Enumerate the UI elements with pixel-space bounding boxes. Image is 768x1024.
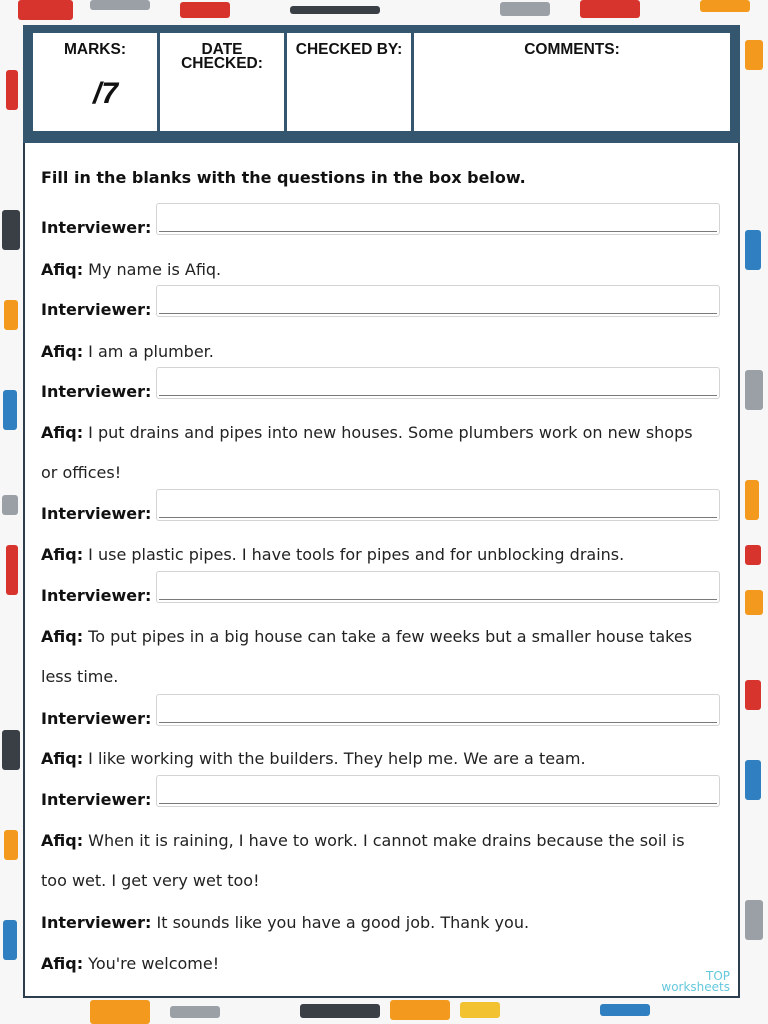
speaker-label: Afiq: [41, 627, 84, 646]
speaker-label: Interviewer: [41, 504, 152, 523]
speaker-label: Interviewer: [41, 218, 152, 237]
answer-blank[interactable] [156, 775, 720, 807]
speaker-label: Interviewer: [41, 709, 152, 728]
speaker-label: Interviewer: [41, 790, 152, 809]
drill-icon [2, 210, 20, 250]
screwdriver-icon [3, 920, 17, 960]
marks-cell [33, 33, 157, 131]
wrench-icon [18, 0, 73, 20]
checked-by-cell [287, 33, 411, 131]
interviewer-line [41, 382, 151, 401]
tape-measure-icon [745, 40, 763, 70]
dialogue-text: I put drains and pipes into new houses. Some plumbers work on new shops [83, 423, 693, 442]
dialogue-continuation: too wet. I get very wet too! [41, 871, 260, 890]
comments-label: COMMENTS: [524, 41, 620, 58]
afiq-line [41, 545, 624, 564]
spanner-icon [170, 1006, 220, 1018]
pliers-icon [2, 495, 18, 515]
tool-belt-icon [390, 1000, 450, 1020]
screwdriver-icon [90, 0, 150, 10]
dialogue-text: My name is Afiq. [83, 260, 222, 279]
date-checked-label [160, 33, 284, 71]
hard-hat-icon [90, 1000, 150, 1024]
speaker-label: Afiq: [41, 342, 84, 361]
hammer-icon [745, 480, 759, 520]
speaker-label: Interviewer: [41, 382, 152, 401]
afiq-line [41, 342, 214, 361]
saw-icon [290, 6, 380, 14]
clamp-icon [6, 545, 18, 595]
answer-blank[interactable] [156, 285, 720, 317]
screwdriver-icon [600, 1004, 650, 1016]
hammer-icon [700, 0, 750, 12]
dialogue-text: I am a plumber. [83, 342, 214, 361]
dialogue-text: You're welcome! [83, 954, 220, 973]
dialogue-text: I use plastic pipes. I have tools for pipes and for unblocking drains. [83, 545, 625, 564]
speaker-label: Interviewer: [41, 586, 152, 605]
clamp-icon [580, 0, 640, 18]
interviewer-line [41, 790, 151, 809]
afiq-line [41, 627, 692, 646]
date-checked-cell [160, 33, 284, 131]
grading-header [23, 25, 740, 143]
dialogue-continuation: or offices! [41, 463, 122, 482]
afiq-line [41, 749, 586, 768]
tape-measure-icon [745, 590, 763, 615]
interviewer-line [41, 300, 151, 319]
wrench-icon [745, 370, 763, 410]
dialogue-text: It sounds like you have a good job. Thank you. [151, 913, 530, 932]
worksheet-body [23, 143, 740, 998]
pliers-icon [500, 2, 550, 16]
marks-value: /7 [93, 77, 119, 110]
speaker-label: Interviewer: [41, 913, 152, 932]
afiq-line [41, 260, 221, 279]
clamp-icon [180, 2, 230, 18]
pliers-icon [745, 680, 761, 710]
level-icon [460, 1002, 500, 1018]
saw-icon [300, 1004, 380, 1018]
speaker-label: Interviewer: [41, 300, 152, 319]
instructions: Fill in the blanks with the questions in the box below. [41, 168, 526, 187]
afiq-line [41, 954, 219, 973]
answer-blank[interactable] [156, 694, 720, 726]
watermark-logo [661, 971, 730, 993]
dialogue-continuation: less time. [41, 667, 119, 686]
speaker-label: Afiq: [41, 260, 84, 279]
answer-blank[interactable] [156, 203, 720, 235]
answer-blank[interactable] [156, 367, 720, 399]
dialogue-text: To put pipes in a big house can take a few weeks but a smaller house takes [83, 627, 693, 646]
interviewer-line [41, 218, 151, 237]
watermark-line2: worksheets [661, 980, 730, 994]
screwdriver-icon [745, 230, 761, 270]
date-label-line1: DATE [201, 41, 243, 58]
dialogue-text: When it is raining, I have to work. I cannot make drains because the soil is [83, 831, 685, 850]
speaker-label: Afiq: [41, 423, 84, 442]
dialogue-text: I like working with the builders. They help me. We are a team. [83, 749, 586, 768]
watermark-line1: TOP [705, 969, 730, 983]
interviewer-line [41, 586, 151, 605]
screwdriver-icon [3, 390, 17, 430]
speaker-label: Afiq: [41, 954, 84, 973]
interviewer-line [41, 504, 151, 523]
afiq-line [41, 831, 685, 850]
answer-blank[interactable] [156, 571, 720, 603]
answer-blank[interactable] [156, 489, 720, 521]
hammer-icon [4, 830, 18, 860]
wrench-icon [6, 70, 18, 110]
speaker-label: Afiq: [41, 831, 84, 850]
speaker-label: Afiq: [41, 749, 84, 768]
clamp-icon [745, 545, 761, 565]
wrench-icon [745, 900, 763, 940]
interviewer-line [41, 709, 151, 728]
date-label-line2: CHECKED: [181, 55, 263, 72]
hammer-icon [4, 300, 18, 330]
afiq-line [41, 423, 693, 442]
screwdriver-icon [745, 760, 761, 800]
checked-by-label: CHECKED BY: [295, 41, 403, 58]
speaker-label: Afiq: [41, 545, 84, 564]
interviewer-line [41, 913, 529, 932]
comments-cell [414, 33, 730, 131]
drill-icon [2, 730, 20, 770]
marks-label: MARKS: [64, 41, 126, 58]
